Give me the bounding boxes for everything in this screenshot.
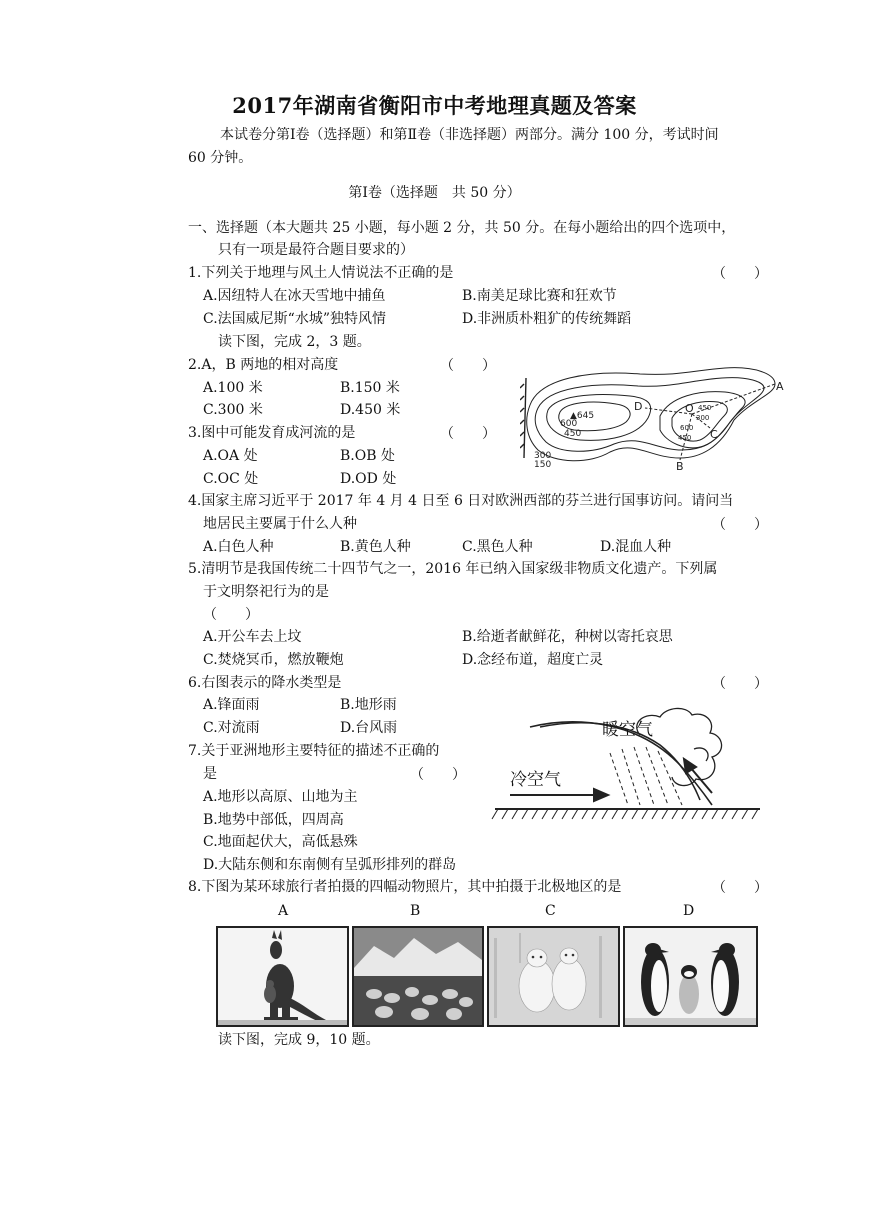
- front-diagram: [490, 705, 765, 825]
- page-title: 2017年湖南省衡阳市中考地理真题及答案: [232, 93, 637, 118]
- q8-stem: 8.下图为某环球旅行者拍摄的四幅动物照片，其中拍摄于北极地区的是: [188, 879, 622, 895]
- read-9-10: 读下图，完成 9，10 题。: [218, 1032, 380, 1048]
- intro-line-1: 本试卷分第Ⅰ卷（选择题）和第Ⅱ卷（非选择题）两部分。满分 100 分，考试时间: [220, 127, 719, 143]
- q6-option-b: B.地形雨: [340, 697, 397, 713]
- q3-option-a: A.OA 处: [203, 448, 258, 464]
- q7-line-1: 7.关于亚洲地形主要特征的描述不正确的: [188, 743, 440, 759]
- q5-option-a: A.开公车去上坟: [203, 629, 302, 645]
- map-label-o: O: [685, 402, 694, 415]
- q4-option-c: C.黑色人种: [462, 539, 533, 555]
- q4-option-a: A.白色人种: [203, 539, 274, 555]
- q5-option-d: D.念经布道，超度亡灵: [462, 652, 604, 668]
- map-label-d: D: [634, 400, 643, 413]
- q2-answer-paren: （ ）: [440, 358, 496, 374]
- q7-option-c: C.地面起伏大，高低悬殊: [203, 834, 358, 850]
- q4-line-2: 地居民主要属于什么人种: [203, 516, 357, 532]
- q2-option-b: B.150 米: [340, 380, 400, 396]
- map-label-450: 450: [564, 429, 582, 439]
- q4-option-d: D.混血人种: [600, 539, 672, 555]
- q6-option-d: D.台风雨: [340, 720, 398, 736]
- q4-answer-paren: （ ）: [712, 517, 768, 533]
- q7-answer-paren: （ ）: [410, 767, 466, 783]
- photo-label-c: C: [545, 903, 556, 919]
- map-label-peak: ▲645: [570, 411, 595, 421]
- q3-answer-paren: （ ）: [440, 426, 496, 442]
- q3-stem: 3.图中可能发育成河流的是: [188, 425, 356, 441]
- q1-answer-paren: （ ）: [712, 266, 768, 282]
- q3-option-b: B.OB 处: [340, 448, 395, 464]
- map-label-150: 150: [534, 460, 552, 470]
- q4-line-1: 4.国家主席习近平于 2017 年 4 月 4 日至 6 日对欧洲西部的芬兰进行国事访问。请问当: [188, 493, 734, 509]
- map-label-r450b: 450: [678, 434, 692, 442]
- map-label-a: A: [776, 380, 784, 393]
- q2-stem: 2.A，B 两地的相对高度: [188, 357, 339, 373]
- q5-line-2: 于文明祭祀行为的是: [203, 584, 329, 600]
- contour-map: [520, 360, 795, 475]
- q3-option-d: D.OD 处: [340, 471, 397, 487]
- cold-air-label: 冷空气: [510, 770, 561, 790]
- photo-label-b: B: [410, 903, 421, 919]
- q4-option-b: B.黄色人种: [340, 539, 411, 555]
- q6-option-a: A.锋面雨: [203, 697, 260, 713]
- q1-option-c: C.法国威尼斯“水城”独特风情: [203, 311, 386, 327]
- q2-option-c: C.300 米: [203, 402, 263, 418]
- q5-option-b: B.给逝者献鲜花，种树以寄托哀思: [462, 629, 673, 645]
- q1-option-b: B.南美足球比赛和狂欢节: [462, 288, 617, 304]
- q7-option-b: B.地势中部低，四周高: [203, 812, 344, 828]
- map-label-r450: 450: [698, 404, 712, 412]
- q5-option-c: C.焚烧冥币，燃放鞭炮: [203, 652, 344, 668]
- photo-label-a: A: [278, 903, 289, 919]
- photo-mountain-herd: [352, 926, 484, 1027]
- q1-option-d: D.非洲质朴粗犷的传统舞蹈: [462, 311, 632, 327]
- read-2-3: 读下图，完成 2，3 题。: [218, 334, 371, 350]
- q2-option-a: A.100 米: [203, 380, 263, 396]
- q6-option-c: C.对流雨: [203, 720, 260, 736]
- q7-option-a: A.地形以高原、山地为主: [203, 789, 358, 805]
- photo-kangaroo: [216, 926, 349, 1027]
- map-label-600: 600: [560, 419, 578, 429]
- warm-air-label: 暖空气: [602, 720, 653, 740]
- q5-answer-paren: （ ）: [203, 607, 259, 623]
- photo-label-d: D: [683, 903, 695, 919]
- map-label-r300: 300: [696, 414, 710, 422]
- part-one-line-2: 只有一项是最符合题目要求的）: [218, 242, 414, 258]
- q7-option-d: D.大陆东侧和东南侧有呈弧形排列的群岛: [203, 857, 457, 873]
- photo-penguins: [623, 926, 758, 1027]
- q2-option-d: D.450 米: [340, 402, 401, 418]
- q6-answer-paren: （ ）: [712, 676, 768, 692]
- q5-line-1: 5.清明节是我国传统二十四节气之一，2016 年已纳入国家级非物质文化遗产。下列属: [188, 561, 718, 577]
- map-label-c: C: [710, 428, 718, 441]
- photo-polar-bears: [487, 926, 620, 1027]
- map-label-300: 300: [534, 451, 552, 461]
- q8-answer-paren: （ ）: [712, 880, 768, 896]
- map-label-b: B: [676, 460, 684, 473]
- map-label-r600: 600: [680, 424, 694, 432]
- q1-stem: 1.下列关于地理与风土人情说法不正确的是: [188, 265, 454, 281]
- section-title: 第Ⅰ卷（选择题 共 50 分）: [348, 185, 521, 201]
- q1-option-a: A.因纽特人在冰天雪地中捕鱼: [203, 288, 386, 304]
- q7-line-2: 是: [203, 766, 217, 782]
- q6-stem: 6.右图表示的降水类型是: [188, 675, 342, 691]
- intro-line-2: 60 分钟。: [188, 150, 253, 166]
- part-one-line-1: 一、选择题（本大题共 25 小题，每小题 2 分，共 50 分。在每小题给出的四个选项中，: [188, 220, 736, 236]
- q3-option-c: C.OC 处: [203, 471, 259, 487]
